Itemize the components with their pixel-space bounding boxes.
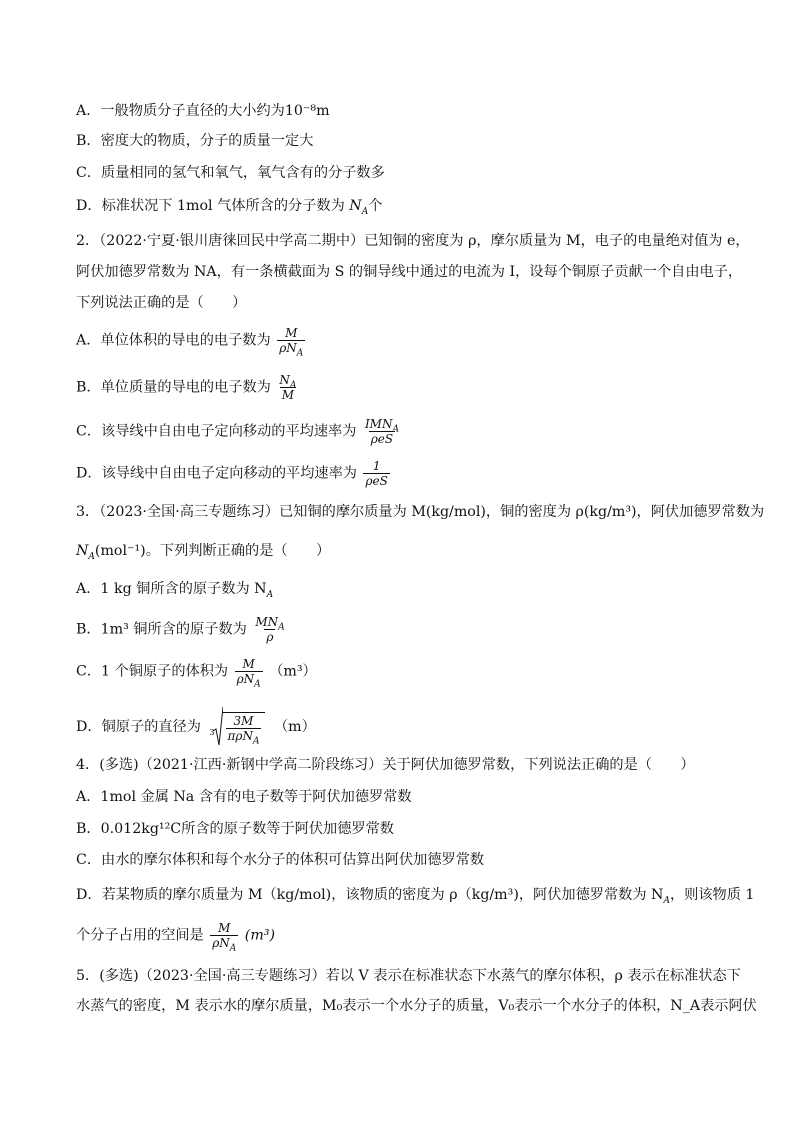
q4-option-d-suffix: ，则该物质 1	[669, 887, 755, 903]
fraction-denominator	[235, 671, 263, 690]
q2-option-b-fraction	[277, 373, 298, 402]
fraction-denominator: M	[281, 388, 295, 402]
q3-option-b-fraction	[253, 615, 286, 644]
denominator-subscript: A	[296, 348, 304, 359]
q5-stem-line-2: 水蒸气的密度，M 表示水的摩尔质量，M₀表示一个水分子的质量，V₀表示一个水分子的体积，N_A表示阿伏	[76, 998, 757, 1014]
q4-option-d-fraction	[210, 921, 238, 954]
q5-stem-line-1: 5．(多选)（2023·全国·高三专题练习）若以 V 表示在标准状态下水蒸气的摩尔体积，ρ 表示在标准状态下	[76, 968, 741, 984]
q4-option-d-line-1	[76, 885, 755, 906]
q1-option-d-subscript: A	[361, 206, 369, 217]
q3-stem-line-1: 3．（2023·全国·高三专题练习）已知铜的摩尔质量为 M(kg/mol)，铜的密度为 ρ(kg/m³)，阿伏加德罗常数为	[76, 504, 765, 520]
q2-option-d	[76, 459, 734, 488]
q3-option-c-text: C．1 个铜原子的体积为	[76, 663, 229, 680]
q2-option-d-text: D．该导线中自由电子定向移动的平均速率为	[76, 465, 357, 482]
fraction-denominator	[277, 340, 305, 359]
q4-option-d-text: D．若某物质的摩尔质量为 M（kg/mol)，该物质的密度为 ρ（kg/m³)，阿伏加德罗常数为 N	[76, 887, 664, 903]
q3-option-a-text: A．1 kg 铜所含的原子数为 N	[76, 581, 267, 597]
q3-option-a-subscript: A	[266, 589, 274, 600]
fraction-numerator: M	[285, 326, 298, 340]
q4-option-d-line-2-text: 个分子占用的空间是	[76, 927, 204, 944]
fraction-numerator: 3M	[233, 713, 254, 728]
denominator-text: ρN	[212, 936, 230, 950]
q4-stem: 4．(多选)（2021·江西·新钢中学高二阶段练习）关于阿伏加德罗常数，下列说法正确的是（ ）	[76, 757, 695, 773]
q2-option-b-text: B．单位质量的导电的电子数为	[76, 379, 271, 396]
q3-option-d-text: D．铜原子的直径为	[76, 719, 201, 735]
q2-option-c	[76, 417, 734, 446]
q2-option-b	[76, 373, 734, 402]
q3-stem-line-2	[76, 541, 734, 561]
fraction-denominator	[210, 935, 238, 954]
numerator-subscript: A	[278, 622, 285, 633]
denominator-text: πρN	[227, 728, 253, 743]
denominator-subscript: A	[254, 679, 261, 690]
fraction-denominator: ρeS	[370, 432, 394, 446]
denominator-subscript: A	[229, 943, 237, 954]
denominator-text: ρN	[279, 341, 297, 355]
radicand	[222, 712, 266, 746]
q2-option-a-fraction	[277, 326, 305, 359]
q4-option-b: B．0.012kg¹²C所含的原子数等于阿伏加德罗常数	[76, 821, 394, 837]
q2-option-c-text: C．该导线中自由电子定向移动的平均速率为	[76, 423, 357, 440]
q1-option-d-text: D．标准状况下 1mol 气体所含的分子数为	[76, 198, 345, 214]
q1-option-d	[76, 196, 734, 216]
q4-option-d-line-2	[76, 921, 734, 954]
q3-option-d	[76, 707, 734, 747]
fraction-numerator	[363, 417, 401, 435]
q4-option-d-subscript: A	[663, 895, 670, 906]
numerator-subscript: A	[289, 380, 297, 391]
numerator-text: MN	[255, 615, 279, 629]
q1-option-b: B．密度大的物质，分子的质量一定大	[76, 133, 314, 149]
q4-option-a: A．1mol 金属 Na 含有的电子数等于阿伏加德罗常数	[76, 789, 412, 805]
q1-option-d-suffix: 个	[368, 198, 383, 214]
fraction-numerator: M	[242, 657, 255, 671]
q1-option-d-symbol: N	[349, 198, 362, 214]
fraction-numerator: 1	[372, 459, 381, 473]
q3-option-d-fraction	[226, 713, 262, 746]
q2-option-d-fraction	[363, 459, 389, 488]
q3-option-c	[76, 657, 734, 690]
q3-option-b	[76, 615, 734, 644]
q3-stem-subscript: A	[88, 551, 95, 562]
fraction-denominator: ρ	[266, 630, 274, 644]
q3-stem-symbol: N	[76, 543, 89, 559]
q3-option-b-text: B．1m³ 铜所含的原子数为	[76, 621, 247, 638]
q4-option-d-unit: (m³)	[244, 927, 276, 944]
q2-stem-line-3: 下列说法正确的是（ ）	[76, 295, 247, 311]
q2-stem-line-2: 阿伏加德罗常数为 NA，有一条横截面为 S 的铜导线中通过的电流为 I，设每个铜原子贡献一个自由电子，	[76, 264, 743, 280]
q1-option-c: C．质量相同的氢气和氧气，氧气含有的分子数多	[76, 165, 385, 181]
q2-stem-line-1: 2．（2022·宁夏·银川唐徕回民中学高二期中）已知铜的密度为 ρ，摩尔质量为 M，电子的电量绝对值为 e，	[76, 233, 750, 249]
q1-option-a: A．一般物质分子直径的大小约为10⁻⁸m	[76, 103, 330, 119]
q3-option-a	[76, 579, 734, 599]
denominator-subscript: A	[252, 735, 260, 746]
q3-stem-text: (mol⁻¹)。下列判断正确的是（ ）	[94, 543, 331, 559]
q3-option-c-fraction	[235, 657, 263, 690]
numerator-text: IMN	[364, 417, 393, 431]
q3-option-c-unit: （m³）	[269, 663, 317, 680]
q3-option-d-unit: （m）	[273, 719, 316, 735]
numerator-subscript: A	[392, 424, 399, 435]
fraction-denominator	[226, 728, 262, 746]
cube-root	[209, 707, 265, 747]
fraction-denominator: ρeS	[365, 474, 388, 488]
q2-option-a-text: A．单位体积的导电的电子数为	[76, 332, 271, 349]
fraction-numerator	[277, 373, 298, 391]
fraction-numerator	[253, 615, 286, 633]
q2-option-a	[76, 326, 734, 359]
denominator-text: ρN	[236, 672, 255, 686]
q2-option-c-fraction	[363, 417, 401, 446]
q4-option-c: C．由水的摩尔体积和每个水分子的体积可估算出阿伏加德罗常数	[76, 852, 485, 868]
fraction-numerator: M	[218, 921, 231, 935]
numerator-text: N	[279, 373, 290, 387]
root-index: 3	[209, 728, 215, 737]
